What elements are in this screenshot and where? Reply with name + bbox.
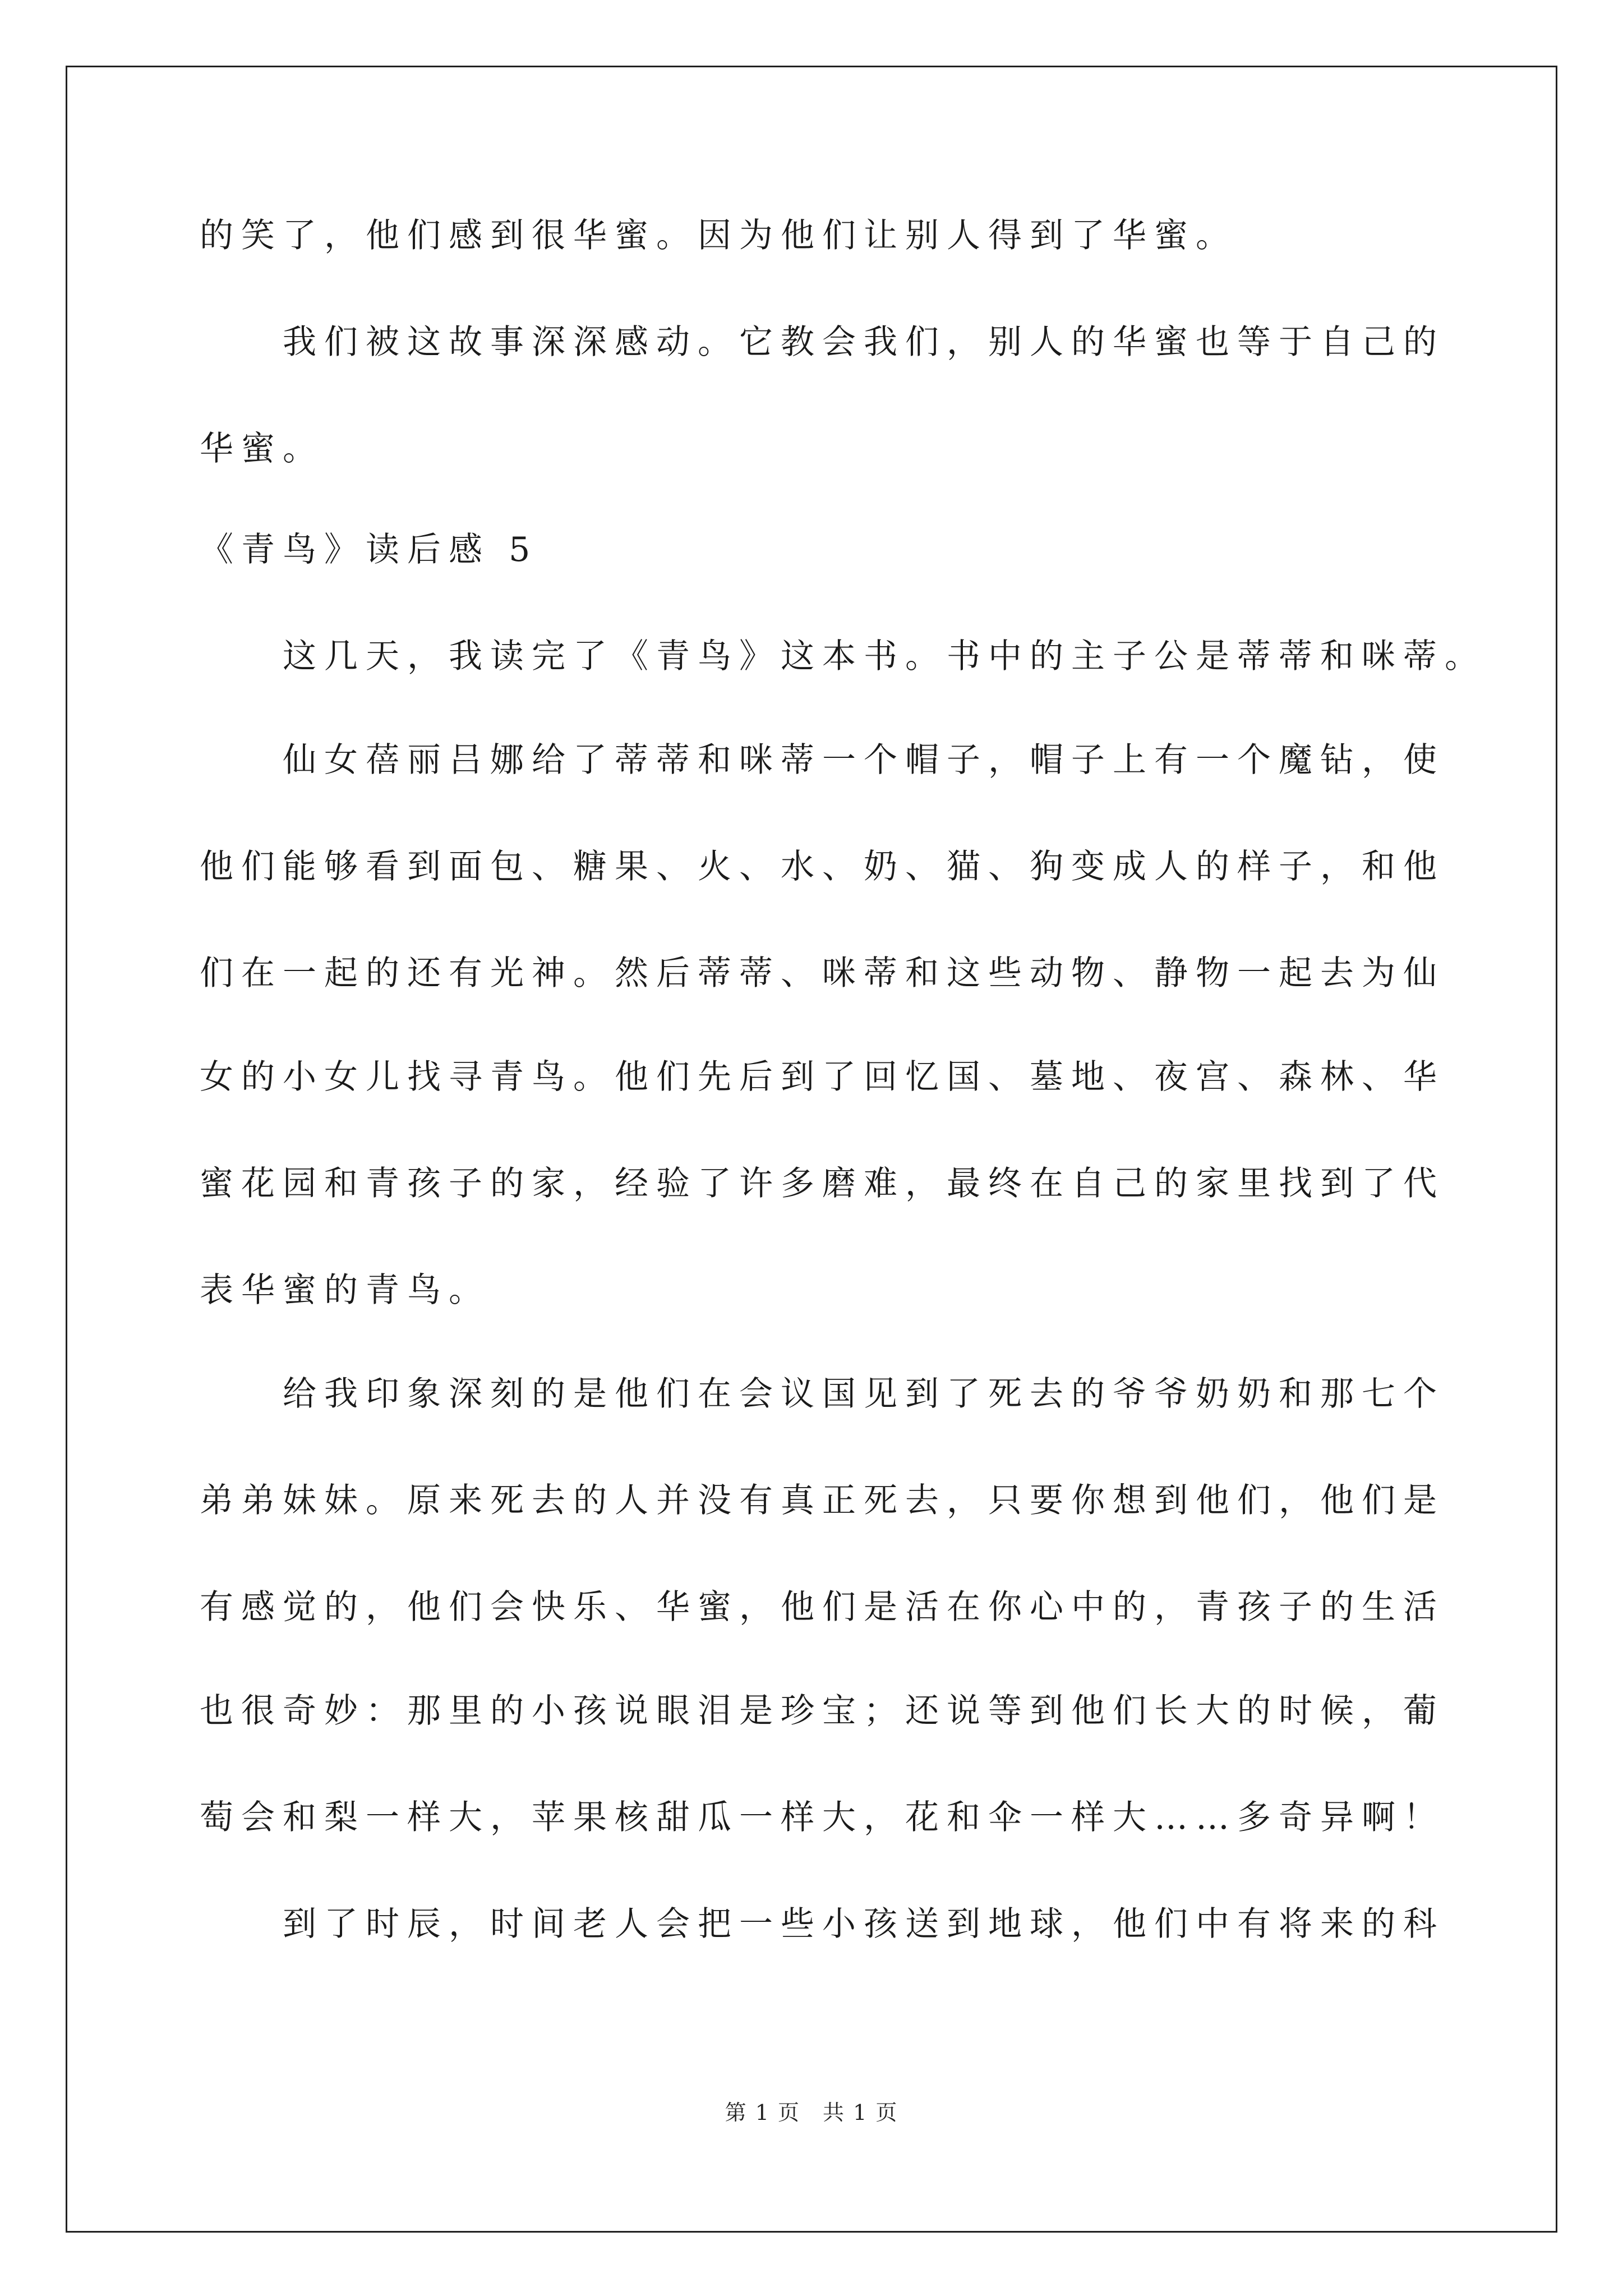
paragraph-start-line: 到了时辰，时间老人会把一些小孩送到地球，他们中有将来的科 — [283, 1904, 1445, 1944]
text-line: 华蜜。 — [200, 429, 324, 468]
text-line: 他们能够看到面包、糖果、火、水、奶、猫、狗变成人的样子，和他 — [200, 847, 1445, 886]
text-line: 表华蜜的青鸟。 — [200, 1271, 490, 1310]
section-heading: 《青鸟》读后感 5 — [200, 530, 538, 569]
text-line: 女的小女儿找寻青鸟。他们先后到了回忆国、墓地、夜宫、森林、华 — [200, 1057, 1445, 1097]
text-line: 的笑了，他们感到很华蜜。因为他们让别人得到了华蜜。 — [200, 216, 1237, 255]
page-number-footer: 第 1 页 共 1 页 — [725, 2100, 898, 2125]
text-line: 也很奇妙：那里的小孩说眼泪是珍宝；还说等到他们长大的时候，葡 — [200, 1691, 1445, 1731]
paragraph-start-line: 我们被这故事深深感动。它教会我们，别人的华蜜也等于自己的 — [283, 323, 1445, 362]
text-line: 蜜花园和青孩子的家，经验了许多磨难，最终在自己的家里找到了代 — [200, 1164, 1445, 1203]
text-line: 有感觉的，他们会快乐、华蜜，他们是活在你心中的，青孩子的生活 — [200, 1588, 1445, 1627]
text-line: 弟弟妹妹。原来死去的人并没有真正死去，只要你想到他们，他们是 — [200, 1481, 1445, 1520]
paragraph-start-line: 给我印象深刻的是他们在会议国见到了死去的爷爷奶奶和那七个 — [283, 1374, 1445, 1414]
paragraph-start-line: 这几天，我读完了《青鸟》这本书。书中的主子公是蒂蒂和咪蒂。 — [283, 637, 1486, 676]
text-line: 萄会和梨一样大，苹果核甜瓜一样大，花和伞一样大……多奇异啊！ — [200, 1798, 1445, 1837]
text-line: 们在一起的还有光神。然后蒂蒂、咪蒂和这些动物、静物一起去为仙 — [200, 954, 1445, 993]
paragraph-start-line: 仙女蓓丽吕娜给了蒂蒂和咪蒂一个帽子，帽子上有一个魔钻，使 — [283, 740, 1445, 780]
